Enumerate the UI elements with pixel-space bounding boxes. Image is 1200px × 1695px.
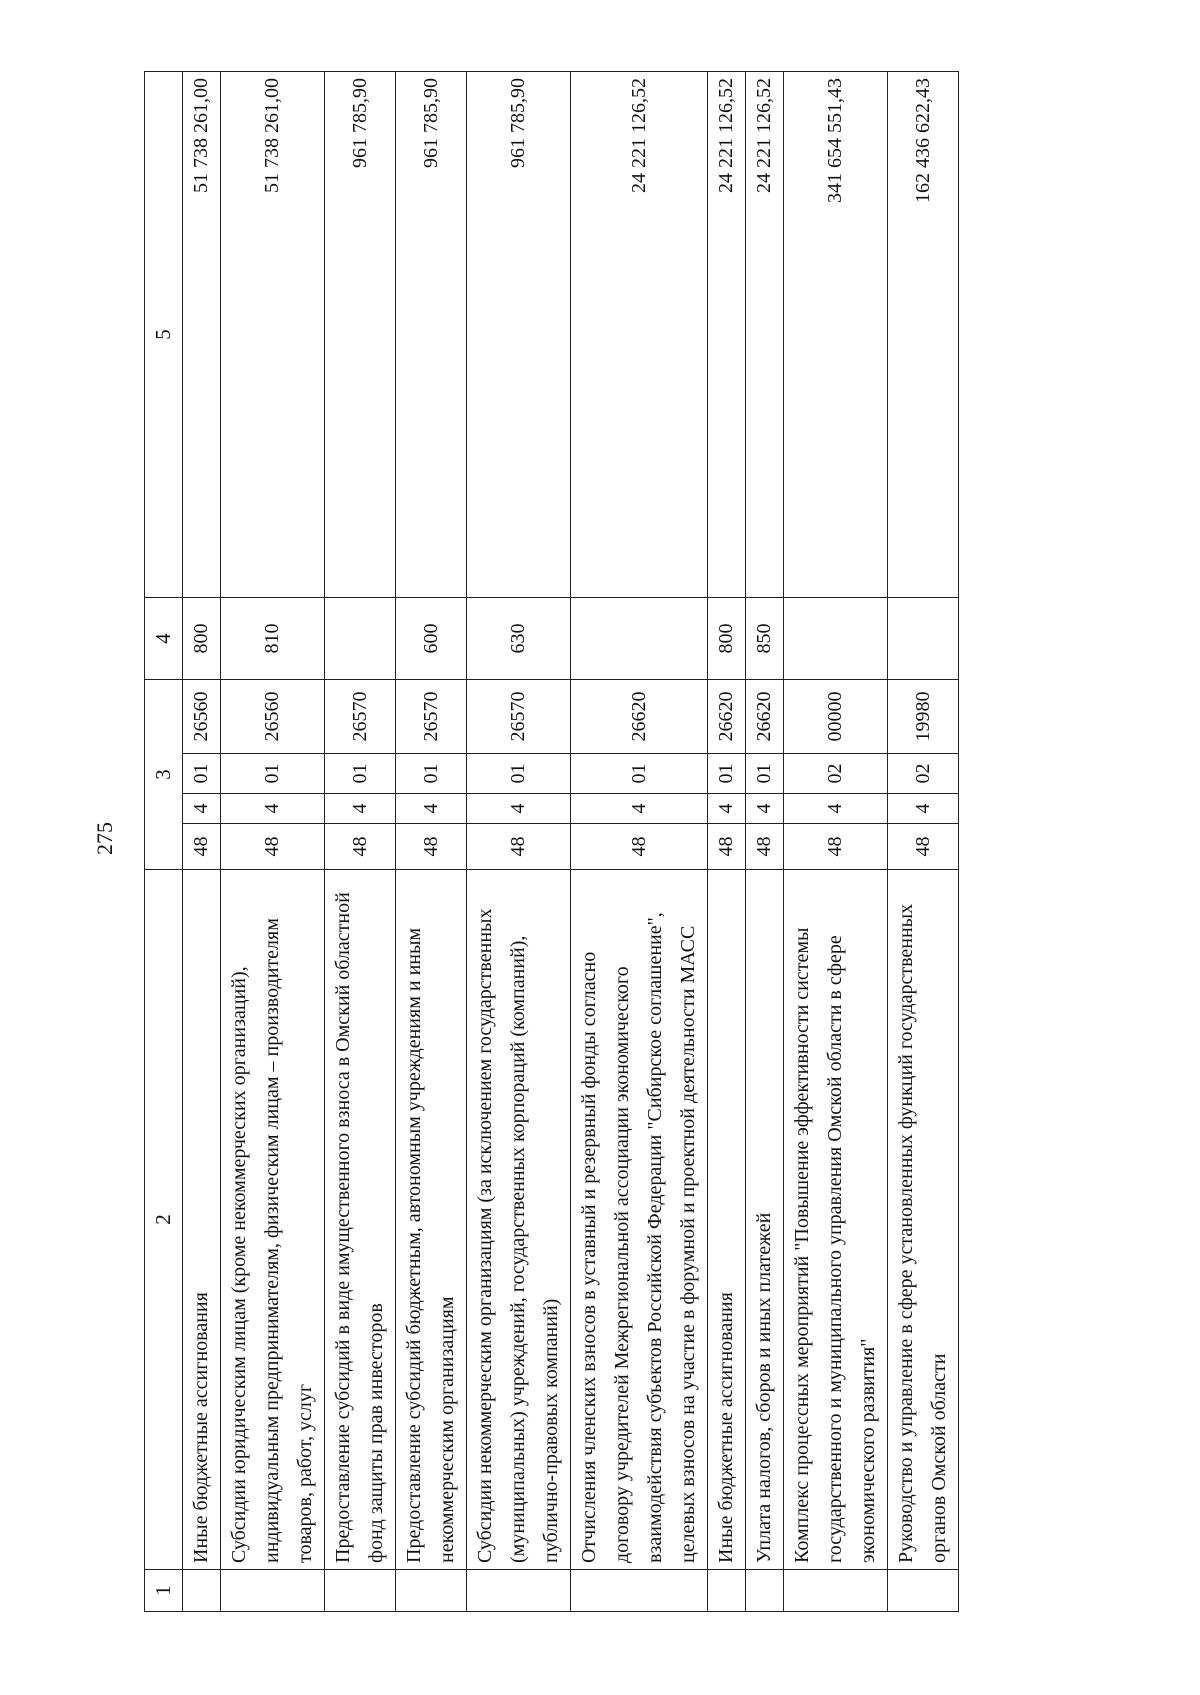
row-expense-type (784, 598, 888, 680)
row-name: Отчисления членских взносов в уставный и резервный фонды согласно договору учредителей Межрегиональной ассоциации экономического взаимодействия субъектов Российской Федерации "Сибирское соглашение", целевых взносов на участие в форумной и проектной деятельности МАСС (571, 870, 708, 1570)
row-name: Предоставление субсидий бюджетным, автономным учреждениям и иным некоммерческим организациям (396, 870, 467, 1570)
row-code-direction: 26620 (708, 680, 746, 754)
row-code-block: 01 (746, 754, 784, 794)
row-expense-type (325, 598, 396, 680)
header-col-2: 2 (145, 870, 183, 1570)
row-index-cell (183, 1570, 221, 1612)
row-code-direction: 26570 (467, 680, 571, 754)
row-code-block: 01 (467, 754, 571, 794)
row-index-cell (396, 1570, 467, 1612)
row-code-program: 48 (784, 824, 888, 870)
table-row (183, 72, 221, 1612)
table-body (183, 72, 959, 1612)
row-expense-type: 800 (708, 598, 746, 680)
row-index-cell (746, 1570, 784, 1612)
row-code-program: 48 (325, 824, 396, 870)
table-row (221, 72, 325, 1612)
row-expense-type: 630 (467, 598, 571, 680)
row-code-block: 02 (784, 754, 888, 794)
row-code-program: 48 (221, 824, 325, 870)
row-expense-type (888, 598, 959, 680)
row-index-cell (467, 1570, 571, 1612)
row-amount: 341 654 551,43 (784, 72, 888, 598)
table-container (144, 72, 959, 1612)
row-code-type: 4 (396, 794, 467, 824)
row-expense-type: 600 (396, 598, 467, 680)
table-row (746, 72, 784, 1612)
row-code-type: 4 (784, 794, 888, 824)
row-code-block: 01 (708, 754, 746, 794)
row-expense-type: 800 (183, 598, 221, 680)
table-row (325, 72, 396, 1612)
row-code-block: 01 (571, 754, 708, 794)
table-row (571, 72, 708, 1612)
row-name: Субсидии юридическим лицам (кроме некоммерческих организаций), индивидуальным предпринимателям, физическим лицам – производителям товаров, работ, услуг (221, 870, 325, 1570)
row-code-type: 4 (183, 794, 221, 824)
row-code-program: 48 (467, 824, 571, 870)
table-row (467, 72, 571, 1612)
row-code-direction: 26570 (325, 680, 396, 754)
row-amount: 51 738 261,00 (221, 72, 325, 598)
row-name: Иные бюджетные ассигнования (183, 870, 221, 1570)
table-row (888, 72, 959, 1612)
row-index-cell (888, 1570, 959, 1612)
row-code-program: 48 (746, 824, 784, 870)
row-code-type: 4 (746, 794, 784, 824)
table-row (396, 72, 467, 1612)
row-code-direction: 26620 (746, 680, 784, 754)
row-name: Руководство и управление в сфере установленных функций государственных органов Омской области (888, 870, 959, 1570)
row-code-type: 4 (325, 794, 396, 824)
row-code-program: 48 (571, 824, 708, 870)
header-col-1: 1 (145, 1570, 183, 1612)
header-col-4: 4 (145, 598, 183, 680)
page-number: 275 (92, 822, 117, 855)
row-code-program: 48 (708, 824, 746, 870)
row-name: Предоставление субсидий в виде имущественного взноса в Омский областной фонд защиты прав инвесторов (325, 870, 396, 1570)
row-amount: 961 785,90 (396, 72, 467, 598)
row-code-block: 01 (183, 754, 221, 794)
table-row (708, 72, 746, 1612)
row-name: Комплекс процессных мероприятий "Повышение эффективности системы государственного и муниципального управления Омской области в сфере экономического развития" (784, 870, 888, 1570)
row-code-program: 48 (396, 824, 467, 870)
row-code-program: 48 (183, 824, 221, 870)
row-code-block: 02 (888, 754, 959, 794)
row-code-type: 4 (888, 794, 959, 824)
row-amount: 162 436 622,43 (888, 72, 959, 598)
row-code-direction: 26570 (396, 680, 467, 754)
budget-table (144, 71, 959, 1612)
header-col-5: 5 (145, 72, 183, 598)
row-code-type: 4 (708, 794, 746, 824)
row-code-type: 4 (571, 794, 708, 824)
row-code-direction: 26560 (183, 680, 221, 754)
row-code-type: 4 (467, 794, 571, 824)
row-expense-type: 810 (221, 598, 325, 680)
row-index-cell (708, 1570, 746, 1612)
row-index-cell (221, 1570, 325, 1612)
row-amount: 961 785,90 (467, 72, 571, 598)
row-expense-type (571, 598, 708, 680)
table-row (784, 72, 888, 1612)
header-row (145, 72, 183, 1612)
row-code-type: 4 (221, 794, 325, 824)
row-amount: 961 785,90 (325, 72, 396, 598)
row-expense-type: 850 (746, 598, 784, 680)
row-code-direction: 19980 (888, 680, 959, 754)
row-code-block: 01 (221, 754, 325, 794)
row-amount: 24 221 126,52 (708, 72, 746, 598)
row-index-cell (571, 1570, 708, 1612)
row-index-cell (325, 1570, 396, 1612)
row-code-direction: 26560 (221, 680, 325, 754)
row-name: Уплата налогов, сборов и иных платежей (746, 870, 784, 1570)
row-code-direction: 26620 (571, 680, 708, 754)
row-code-program: 48 (888, 824, 959, 870)
header-col-3: 3 (145, 680, 183, 870)
row-code-block: 01 (396, 754, 467, 794)
row-code-block: 01 (325, 754, 396, 794)
row-name: Субсидии некоммерческим организациям (за исключением государственных (муниципальных) учреждений, государственных корпораций (компаний), публично-правовых компаний) (467, 870, 571, 1570)
row-name: Иные бюджетные ассигнования (708, 870, 746, 1570)
row-amount: 24 221 126,52 (571, 72, 708, 598)
row-index-cell (784, 1570, 888, 1612)
row-code-direction: 00000 (784, 680, 888, 754)
row-amount: 51 738 261,00 (183, 72, 221, 598)
row-amount: 24 221 126,52 (746, 72, 784, 598)
